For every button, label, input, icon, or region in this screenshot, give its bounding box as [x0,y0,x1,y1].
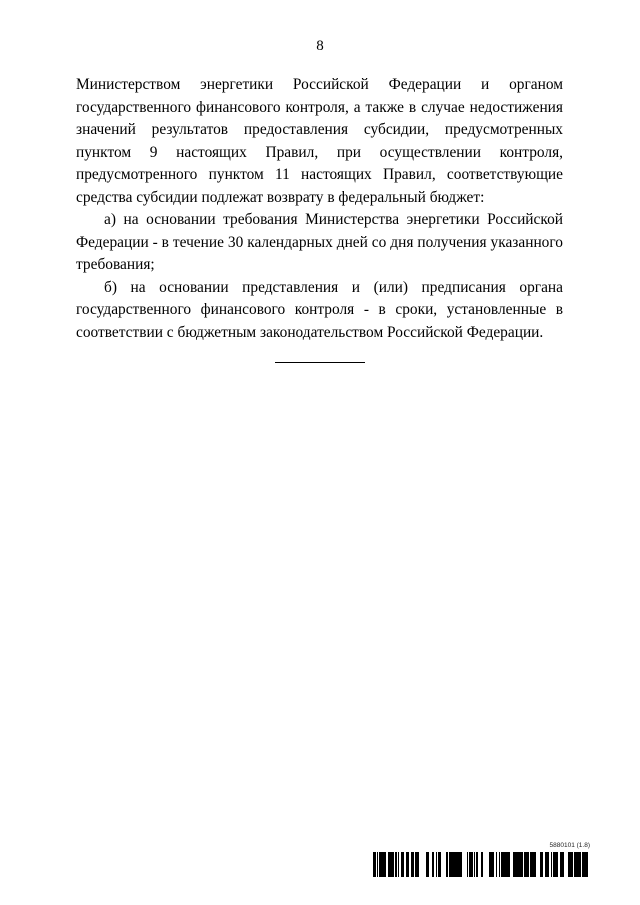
barcode [373,852,591,877]
paragraph-item-b: б) на основании представления и (или) предписания органа государственного финансового контроля - в сроки, установленные в соответствии с бюджетным законодательством Российской Федерации. [76,278,563,341]
paragraph-intro: Министерством энергетики Российской Федерации и органом государственного финансового контроля, а также в случае недостижения значений результатов предоставления субсидии, предусмотренных пунктом 9 настоящих Правил, при осуществлении контроля, предусмотренного пунктом 11 настоящих Правил, соответствующие средства субсидии подлежат возврату в федеральный бюджет: [76,76,563,206]
end-separator-line [275,362,365,363]
document-code: 5880101 (1.8) [549,842,590,849]
page-number: 8 [316,38,324,54]
document-body [76,74,563,344]
paragraph-item-a: а) на основании требования Министерства энергетики Российской Федерации - в течение 30 календарных дней со дня получения указанного требования; [76,211,563,273]
